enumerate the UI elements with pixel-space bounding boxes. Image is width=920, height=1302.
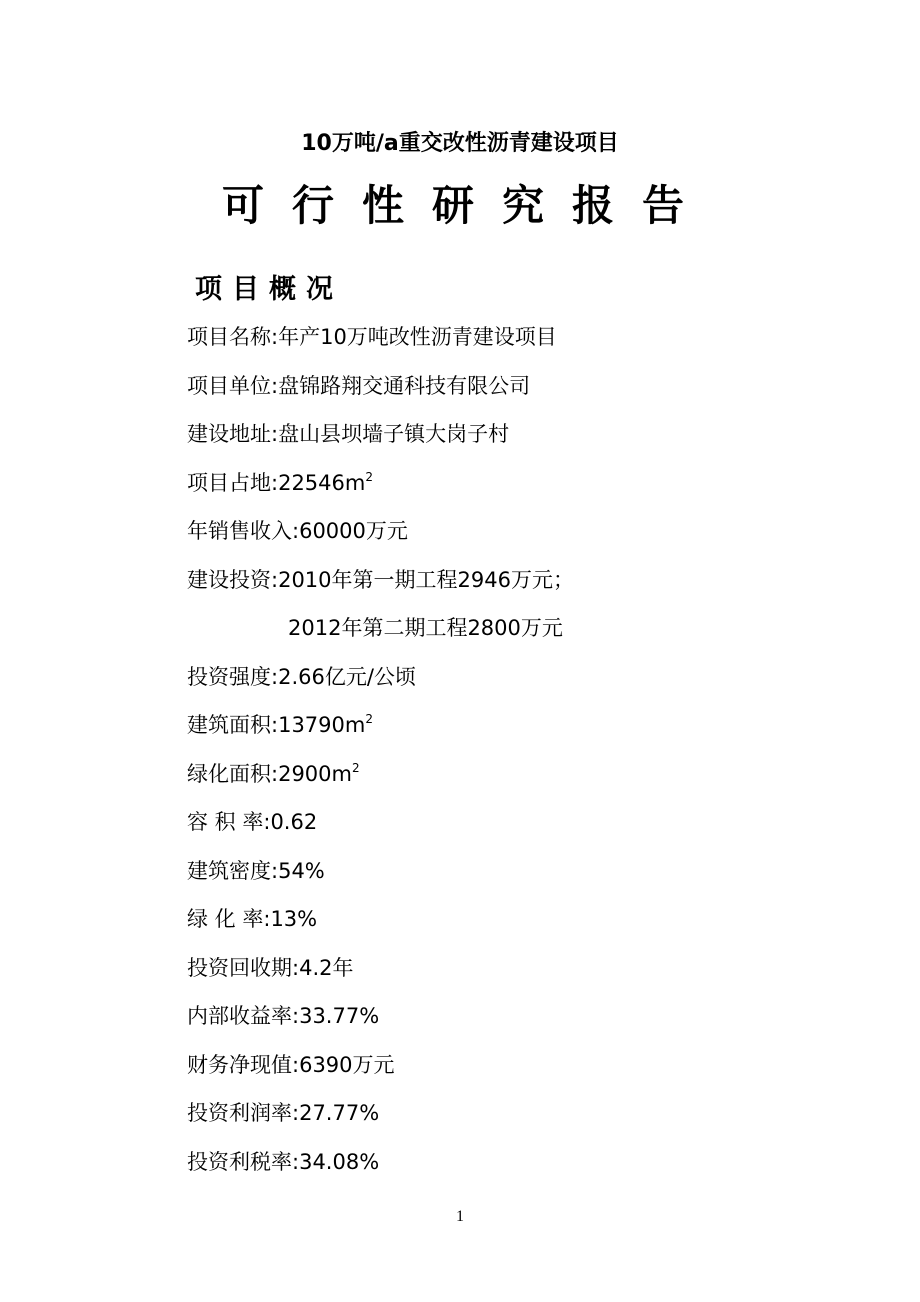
info-row bbox=[187, 999, 574, 1048]
info-value: 2.66亿元/公顷 bbox=[278, 664, 416, 689]
info-row bbox=[187, 466, 574, 515]
info-value: 盘锦路翔交通科技有限公司 bbox=[278, 373, 531, 398]
info-value: 22546m bbox=[278, 470, 366, 495]
info-row bbox=[187, 902, 574, 951]
section-title: 项目概况 bbox=[195, 274, 343, 305]
project-info-list bbox=[187, 320, 574, 1193]
info-label: 投资利润率: bbox=[187, 1101, 300, 1125]
info-value: 6390万元 bbox=[299, 1052, 395, 1077]
info-value: 2012年第二期工程2800万元 bbox=[288, 616, 563, 640]
info-row bbox=[187, 660, 574, 709]
info-row bbox=[187, 951, 574, 1000]
info-label: 绿 化 率: bbox=[187, 907, 271, 931]
info-row bbox=[187, 611, 574, 660]
info-row bbox=[187, 320, 574, 369]
info-value: 13790m bbox=[278, 713, 366, 737]
unit-superscript: 2 bbox=[365, 469, 373, 484]
info-label: 投资强度: bbox=[187, 664, 279, 689]
info-label: 年销售收入: bbox=[187, 519, 300, 543]
info-row bbox=[187, 805, 574, 854]
info-value: 27.77% bbox=[299, 1101, 380, 1125]
info-row bbox=[187, 563, 574, 612]
info-label: 建筑密度: bbox=[187, 858, 279, 883]
info-label: 绿化面积: bbox=[187, 761, 279, 786]
document-subtitle: 10万吨/a重交改性沥青建设项目 bbox=[301, 131, 619, 156]
info-row bbox=[187, 1145, 574, 1194]
info-row bbox=[187, 708, 574, 757]
document-title: 可行性研究报告 bbox=[221, 181, 712, 230]
info-row bbox=[187, 369, 574, 418]
info-row bbox=[187, 1096, 574, 1145]
info-label: 项目名称: bbox=[187, 325, 279, 349]
info-label: 投资利税率: bbox=[187, 1149, 300, 1174]
info-label: 内部收益率: bbox=[187, 1004, 300, 1028]
info-value: 54% bbox=[278, 858, 325, 883]
info-value: 年产10万吨改性沥青建设项目 bbox=[278, 325, 557, 349]
info-row bbox=[187, 1048, 574, 1097]
info-value: 34.08% bbox=[299, 1149, 380, 1174]
info-label: 项目单位: bbox=[187, 373, 279, 398]
info-label: 投资回收期: bbox=[187, 955, 300, 980]
info-label: 建筑面积: bbox=[187, 713, 279, 737]
info-value: 0.62 bbox=[270, 810, 318, 834]
info-row bbox=[187, 854, 574, 903]
info-value: 盘山县坝墙子镇大岗子村 bbox=[278, 422, 510, 446]
info-value: 60000万元 bbox=[299, 519, 408, 543]
info-label: 项目占地: bbox=[187, 470, 279, 495]
info-row bbox=[187, 514, 574, 563]
info-row bbox=[187, 757, 574, 806]
info-label: 建设投资: bbox=[187, 567, 279, 592]
info-value: 2900m bbox=[278, 761, 352, 786]
info-value: 4.2年 bbox=[299, 955, 354, 980]
info-label: 财务净现值: bbox=[187, 1052, 300, 1077]
info-label: 容 积 率: bbox=[187, 810, 271, 834]
page-number: 1 bbox=[456, 1208, 464, 1225]
info-row bbox=[187, 417, 574, 466]
info-value: 2010年第一期工程2946万元； bbox=[278, 567, 574, 592]
info-value: 13% bbox=[270, 907, 318, 931]
unit-superscript: 2 bbox=[351, 760, 360, 775]
info-value: 33.77% bbox=[299, 1004, 380, 1028]
info-label: 建设地址: bbox=[187, 422, 279, 446]
unit-superscript: 2 bbox=[365, 712, 373, 726]
